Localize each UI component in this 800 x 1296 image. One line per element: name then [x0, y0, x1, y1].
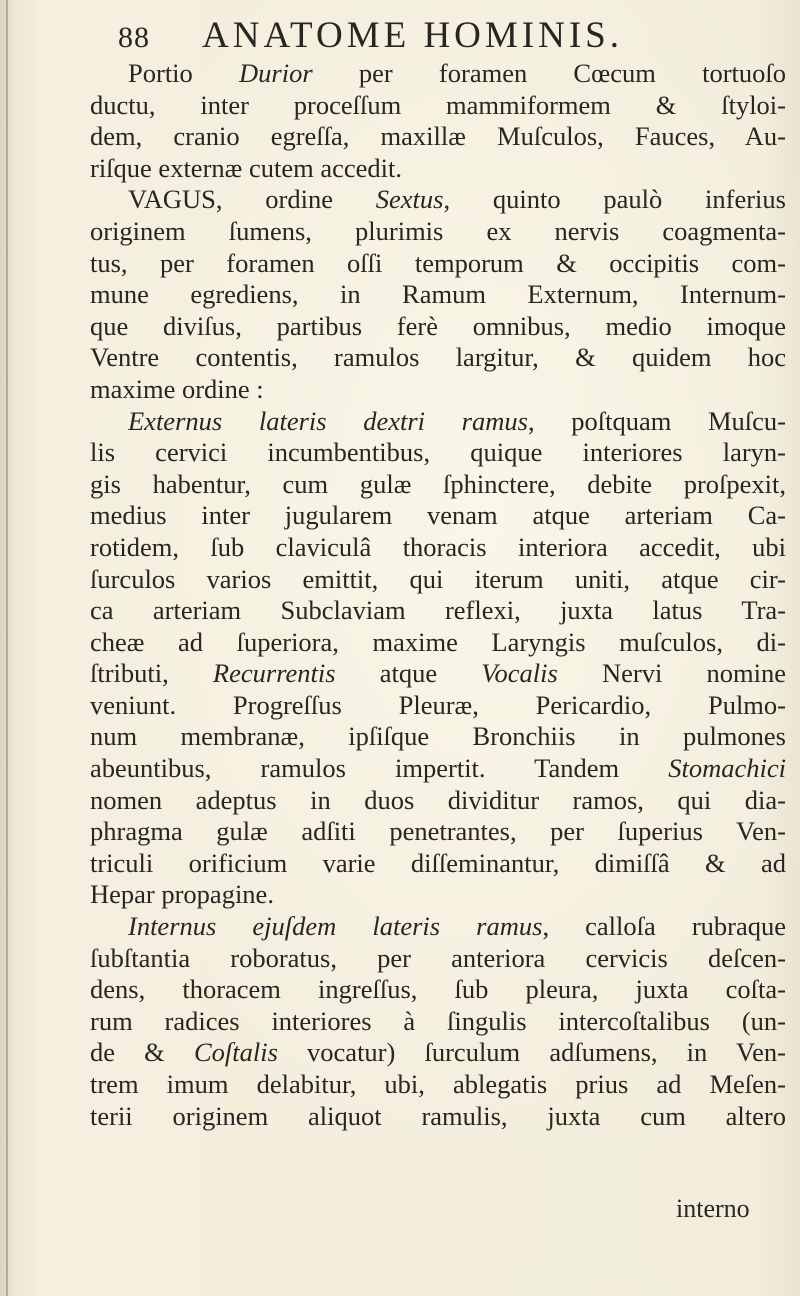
text-run: phragma gulæ adſiti penetrantes, per ſuperius Ven- [90, 816, 786, 847]
text-run: vocatur) ſurculum adſumens, in Ven- [277, 1037, 786, 1068]
text-run: per foramen Cœcum tortuoſo [312, 58, 786, 88]
text-run: ſurculos varios emittit, qui iterum uniti, atque cir- [90, 563, 786, 594]
text-run: ſtributi, [90, 658, 213, 689]
text-line [90, 437, 786, 469]
page-number: 88 [118, 21, 150, 54]
text-line [90, 1006, 786, 1038]
italic-text-run: Stomachici [668, 753, 786, 784]
text-run: de & [90, 1037, 194, 1068]
catchword: interno [676, 1194, 750, 1223]
text-run: riſque externæ cutem accedit. [90, 152, 402, 183]
text-run: trem imum delabitur, ubi, ablegatis prius ad Meſen- [90, 1069, 786, 1099]
italic-text-run: Coſtalis [193, 1037, 278, 1068]
italic-text-run: Vocalis [481, 658, 558, 689]
text-line [90, 848, 786, 880]
text-line [90, 248, 786, 280]
italic-text-run: Recurrentis [212, 658, 336, 689]
text-line [90, 879, 786, 911]
text-line [90, 595, 786, 627]
text-line [90, 90, 786, 122]
text-line [90, 500, 786, 532]
text-line [90, 311, 786, 343]
text-run: dem, cranio egreſſa, maxillæ Muſculos, Fauces, Au- [90, 121, 786, 152]
text-run: atque [335, 658, 482, 689]
text-line [90, 911, 786, 943]
text-line [90, 406, 786, 438]
text-run: VAGUS, ordine [128, 184, 376, 215]
text-line [90, 943, 786, 975]
italic-text-run: Internus ejuſdem lateris ramus [128, 911, 543, 942]
text-run: mune egrediens, in Ramum Externum, Internum- [90, 279, 786, 310]
text-run: medius inter jugularem venam atque arteriam Ca- [90, 500, 786, 531]
running-head: ANATOME HOMINIS. [202, 15, 623, 56]
text-line [90, 816, 786, 848]
text-line [90, 627, 786, 659]
text-run: rum radices interiores à ſingulis intercoſtalibus (un- [90, 1005, 786, 1036]
text-run: veniunt. Progreſſus Pleuræ, Pericardio, Pulmo- [90, 689, 786, 720]
italic-text-run: Durior [239, 58, 313, 88]
text-run: ca arteriam Subclaviam reflexi, juxta latus Tra- [90, 595, 786, 626]
text-run: Ventre contentis, ramulos largitur, & quidem hoc [90, 342, 786, 373]
text-run: nomen adeptus in duos dividitur ramos, qui dia- [90, 784, 786, 815]
text-line [90, 753, 786, 785]
text-line [90, 1037, 786, 1069]
text-line [90, 279, 786, 311]
text-run: num membranæ, ipſiſque Bronchiis in pulmones [90, 721, 786, 752]
text-run: que diviſus, partibus ferè omnibus, medio imoque [90, 310, 786, 341]
text-line [90, 721, 786, 753]
text-line [90, 469, 786, 501]
text-run: rotidem, ſub claviculâ thoracis interiora accedit, ubi [90, 531, 786, 562]
text-run: , quinto paulò inferius [443, 184, 786, 215]
text-run: cheæ ad ſuperiora, maxime Laryngis muſculos, di- [90, 626, 786, 657]
text-line [90, 1101, 786, 1133]
text-run: ſubſtantia roboratus, per anteriora cervicis deſcen- [90, 942, 786, 973]
text-line [90, 658, 786, 690]
text-line [90, 121, 786, 153]
binding-gutter [6, 0, 8, 1296]
text-run: lis cervici incumbentibus, quique interiores laryn- [90, 437, 786, 468]
text-run: Nervi nomine [557, 658, 787, 689]
text-line [90, 532, 786, 564]
body-text [90, 58, 786, 1132]
text-run: triculi orificium varie diſſeminantur, dimiſſâ & ad [90, 847, 786, 878]
text-run: , calloſa rubraque [542, 911, 787, 942]
text-run: dens, thoracem ingreſſus, ſub pleura, juxta coſta- [90, 974, 786, 1005]
text-line [90, 974, 786, 1006]
text-run: gis habentur, cum gulæ ſphinctere, debite proſpexit, [90, 468, 786, 499]
text-line [90, 58, 786, 90]
text-run: abeuntibus, ramulos impertit. Tandem [90, 753, 669, 784]
text-run: maxime ordine : [90, 373, 264, 404]
italic-text-run: Sextus [375, 184, 444, 215]
text-line [90, 216, 786, 248]
text-line [90, 184, 786, 216]
text-line [90, 564, 786, 596]
text-line [90, 785, 786, 817]
page-header [118, 14, 623, 64]
text-run: Portio [128, 58, 240, 88]
text-line [90, 153, 786, 185]
italic-text-run: Externus lateris dextri ramus [128, 405, 528, 436]
text-line [90, 1069, 786, 1101]
text-run: originem ſumens, plurimis ex nervis coagmenta- [90, 215, 786, 246]
text-run: tus, per foramen oſſi temporum & occipitis com- [90, 247, 786, 278]
text-line [90, 342, 786, 374]
text-line [90, 690, 786, 722]
text-line [90, 374, 786, 406]
text-run: terii originem aliquot ramulis, juxta cum altero [90, 1100, 786, 1131]
text-run: , poſtquam Muſcu- [527, 405, 786, 436]
text-run: Hepar propagine. [90, 879, 274, 910]
text-run: ductu, inter proceſſum mammiformem & ſtyloi- [90, 89, 786, 120]
